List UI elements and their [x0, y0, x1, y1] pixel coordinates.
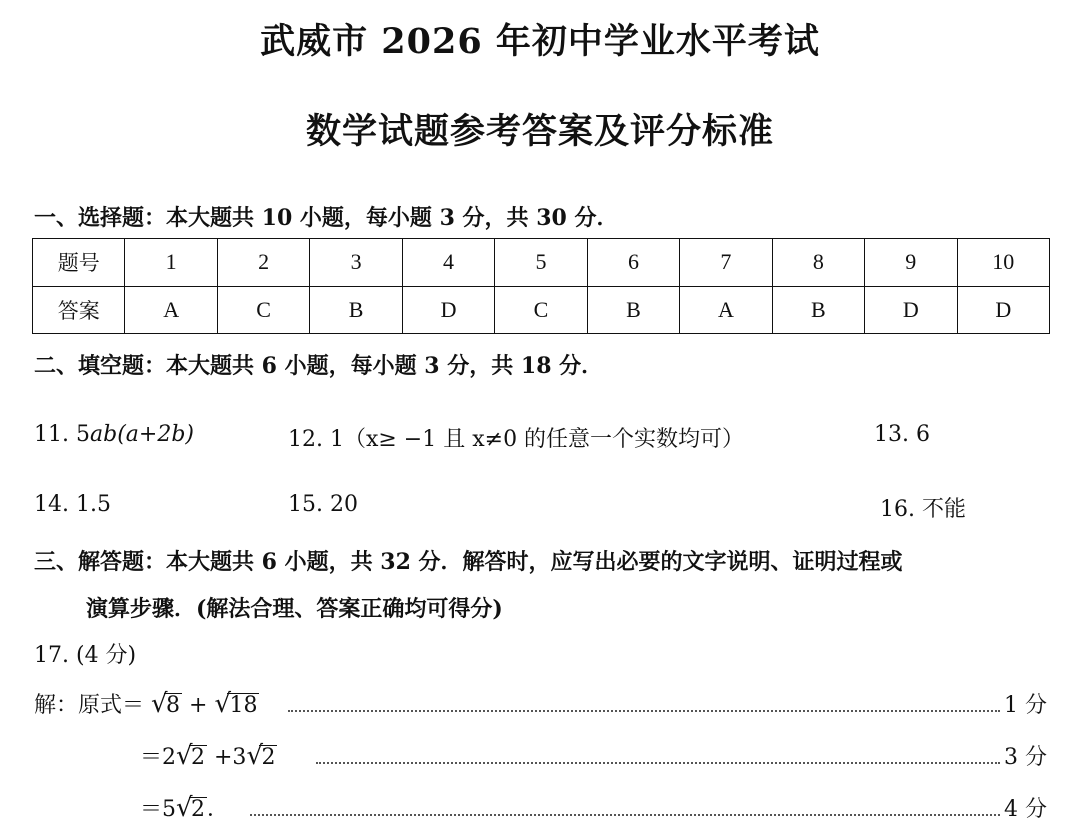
score-line-2: 3 分: [1004, 745, 1047, 770]
table-cell-number: 10: [957, 239, 1049, 287]
answer-q12: 12. 1（x≥ −1 且 x≠0 的任意一个实数均可）: [288, 427, 745, 452]
q11-factor: (a+2b): [117, 422, 194, 447]
table-cell-number: 2: [217, 239, 309, 287]
dot-leader: [288, 710, 1000, 712]
table-cell-number: 3: [310, 239, 402, 287]
plus-sign: +: [189, 693, 208, 718]
document-title: 武威市 2026 年初中学业水平考试: [260, 21, 820, 62]
dot-leader: [316, 762, 1000, 764]
table-cell-answer: C: [495, 286, 587, 334]
answer-q15: 15. 20: [288, 492, 358, 517]
sqrt-2: √ 2: [246, 741, 276, 771]
section3-heading-line2: 演算步骤．(解法合理、答案正确均可得分): [86, 596, 503, 622]
answer-q14: 14. 1.5: [34, 492, 111, 517]
section2-heading: 二、填空题：本大题共 6 小题，每小题 3 分，共 18 分．: [34, 353, 604, 379]
solution-prefix: 解：原式＝: [34, 693, 145, 718]
q17-title: 17. (4 分): [34, 643, 137, 668]
sqrt-18: √ 18: [214, 689, 258, 719]
table-row-numbers: [33, 239, 1050, 287]
table-cell-number: 4: [402, 239, 494, 287]
expr-5: ＝5: [140, 797, 176, 822]
expr-3: +3: [214, 745, 247, 770]
dot-leader: [250, 814, 1000, 816]
table-cell-answer: B: [772, 286, 864, 334]
section3-heading-line1: 三、解答题：本大题共 6 小题，共 32 分．解答时，应写出必要的文字说明、证明过程或: [34, 549, 903, 575]
answer-q13: 13. 6: [874, 422, 930, 447]
table-cell-number: 8: [772, 239, 864, 287]
table-header-numbers: 题号: [33, 239, 125, 287]
score-line-1: 1 分: [1004, 693, 1047, 718]
answer-q11: [34, 422, 194, 447]
table-cell-number: 5: [495, 239, 587, 287]
table-cell-answer: D: [957, 286, 1049, 334]
q11-vars: ab: [90, 422, 118, 447]
answer-table: [32, 238, 1050, 334]
table-cell-answer: D: [402, 286, 494, 334]
table-header-answers: 答案: [33, 286, 125, 334]
solution-line-2: [140, 740, 277, 771]
table-cell-number: 7: [680, 239, 772, 287]
answer-q16: 16. 不能: [880, 497, 966, 522]
sqrt-2: √ 2: [176, 741, 205, 771]
table-cell-answer: B: [587, 286, 679, 334]
sqrt-2: √ 2: [176, 793, 205, 823]
score-line-3: 4 分: [1004, 797, 1047, 822]
sqrt-8: √ 8: [151, 689, 181, 719]
document-subtitle: 数学试题参考答案及评分标准: [305, 111, 774, 152]
table-cell-answer: C: [217, 286, 309, 334]
solution-line-1: [34, 688, 259, 719]
expr-2: ＝2: [140, 745, 176, 770]
table-cell-number: 6: [587, 239, 679, 287]
period: ．: [207, 797, 230, 822]
table-cell-number: 1: [125, 239, 217, 287]
section1-heading: 一、选择题：本大题共 10 小题，每小题 3 分，共 30 分．: [34, 205, 619, 231]
q11-number: 11.: [34, 422, 69, 447]
table-cell-answer: A: [680, 286, 772, 334]
q11-coef: 5: [76, 422, 90, 447]
table-cell-answer: A: [125, 286, 217, 334]
table-cell-answer: B: [310, 286, 402, 334]
table-cell-answer: D: [865, 286, 957, 334]
table-row-answers: [33, 286, 1050, 334]
solution-line-3: [140, 792, 229, 823]
table-cell-number: 9: [865, 239, 957, 287]
